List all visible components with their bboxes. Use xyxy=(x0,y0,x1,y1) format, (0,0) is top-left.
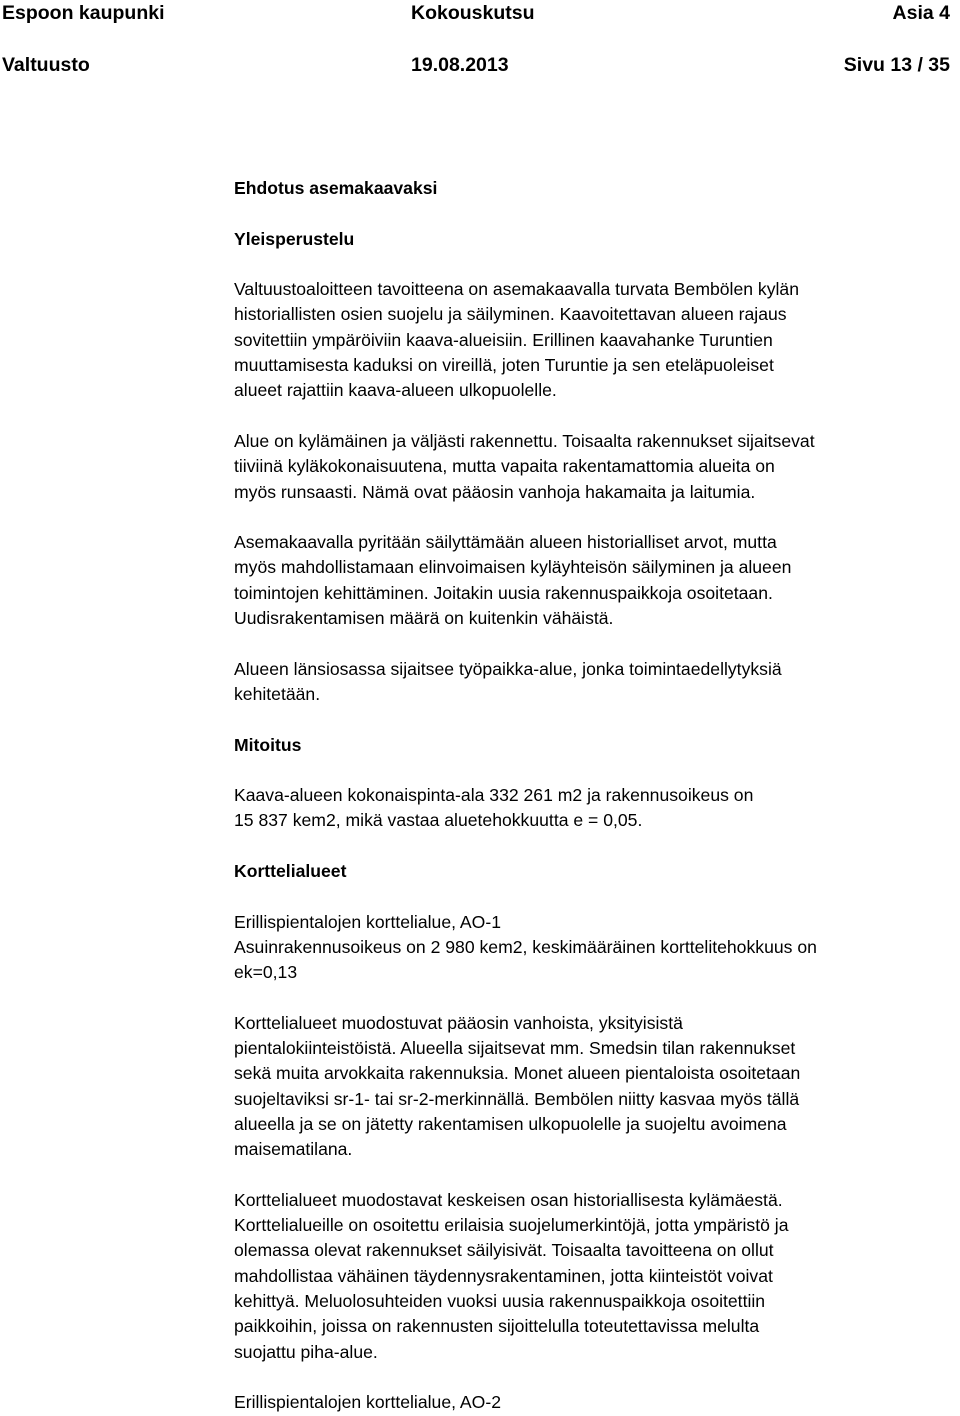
section-heading-mitoitus: Mitoitus xyxy=(234,734,302,755)
paragraph: Erillispientalojen korttelialue, AO-1 Asuinrakennusoikeus on 2 980 kem2, keskimääräinen korttelitehokkuus on ek=0,13 xyxy=(234,911,817,983)
paragraph: Valtuustoaloitteen tavoitteena on asemakaavalla turvata Bembölen kylän historiallisten osien suojelu ja säilyminen. Kaavoitettavan alueen rajaus sovitettiin ympäröiviin kaava-alueisiin. Erillinen kaavahanke Turuntien muuttamisesta kaduksi on vireillä, joten Turuntie ja sen eteläpuoleiset alueet rajattiin kaava-alueen ulkopuolelle. xyxy=(234,279,799,401)
page-number: Sivu 13 / 35 xyxy=(843,54,950,76)
organization-name: Espoon kaupunki xyxy=(2,2,165,24)
paragraph: Erillispientalojen korttelialue, AO-2 xyxy=(234,1392,501,1413)
paragraph: Kaava-alueen kokonaispinta-ala 332 261 m2 ja rakennusoikeus on 15 837 kem2, mikä vastaa aluetehokkuutta e = 0,05. xyxy=(234,785,754,831)
paragraph: Alue on kylämäinen ja väljästi rakennettu. Toisaalta rakennukset sijaitsevat tiiviinä kyläkokonaisuutena, mutta vapaita rakentamattomia alueita on myös runsaasti. Nämä ovat pääosin vanhoja hakamaita ja laitumia. xyxy=(234,430,815,502)
page-header-row-1 xyxy=(0,0,960,26)
page-header-row-2 xyxy=(0,52,960,78)
meeting-date: 19.08.2013 xyxy=(411,54,509,76)
agenda-item: Asia 4 xyxy=(892,2,950,24)
document-type: Kokouskutsu xyxy=(411,2,535,24)
paragraph: Alueen länsiosassa sijaitsee työpaikka-alue, jonka toimintaedellytyksiä kehitetään. xyxy=(234,658,782,704)
section-heading-yleisperustelu: Yleisperustelu xyxy=(234,228,355,249)
document-title: Ehdotus asemakaavaksi xyxy=(234,178,438,198)
council-name: Valtuusto xyxy=(2,54,90,76)
document-body xyxy=(234,176,954,1416)
paragraph: Asemakaavalla pyritään säilyttämään alueen historialliset arvot, mutta myös mahdollistamaan elinvoimaisen kyläyhteisön säilyminen ja alueen toimintojen kehittäminen. Joitakin uusia rakennuspaikkoja osoitetaan. Uudisrakentamisen määrä on kuitenkin vähäistä. xyxy=(234,532,792,629)
paragraph: Korttelialueet muodostuvat pääosin vanhoista, yksityisistä pientalokiinteistöistä. Alueella sijaitsevat mm. Smedsin tilan rakennukset sekä muita arvokkaita rakennuksia. Monet alueen pientaloista osoitetaan suojeltaviksi sr-1- tai sr-2-merkinnällä. Bembölen niitty kasvaa myös tällä alueella ja se on jätetty rakentamisen ulkopuolelle ja suojeltu avoimena maisematilana. xyxy=(234,1012,801,1160)
section-heading-korttelialueet: Korttelialueet xyxy=(234,861,347,882)
paragraph: Korttelialueet muodostavat keskeisen osan historiallisesta kylämäestä. Korttelialueille on osoitettu erilaisia suojelumerkintöjä, jotta ympäristö ja olemassa olevat rakennukset säilyisivät. Toisaalta tavoitteena on ollut mahdollistaa vähäinen täydennysrakentaminen, jotta kiinteistöt voivat kehittyä. Meluolosuhteiden vuoksi uusia rakennuspaikkoja osoitettiin paikkoihin, joissa on rakennusten sijoittelulla toteutettavissa melulta suojattu piha-alue. xyxy=(234,1189,789,1362)
